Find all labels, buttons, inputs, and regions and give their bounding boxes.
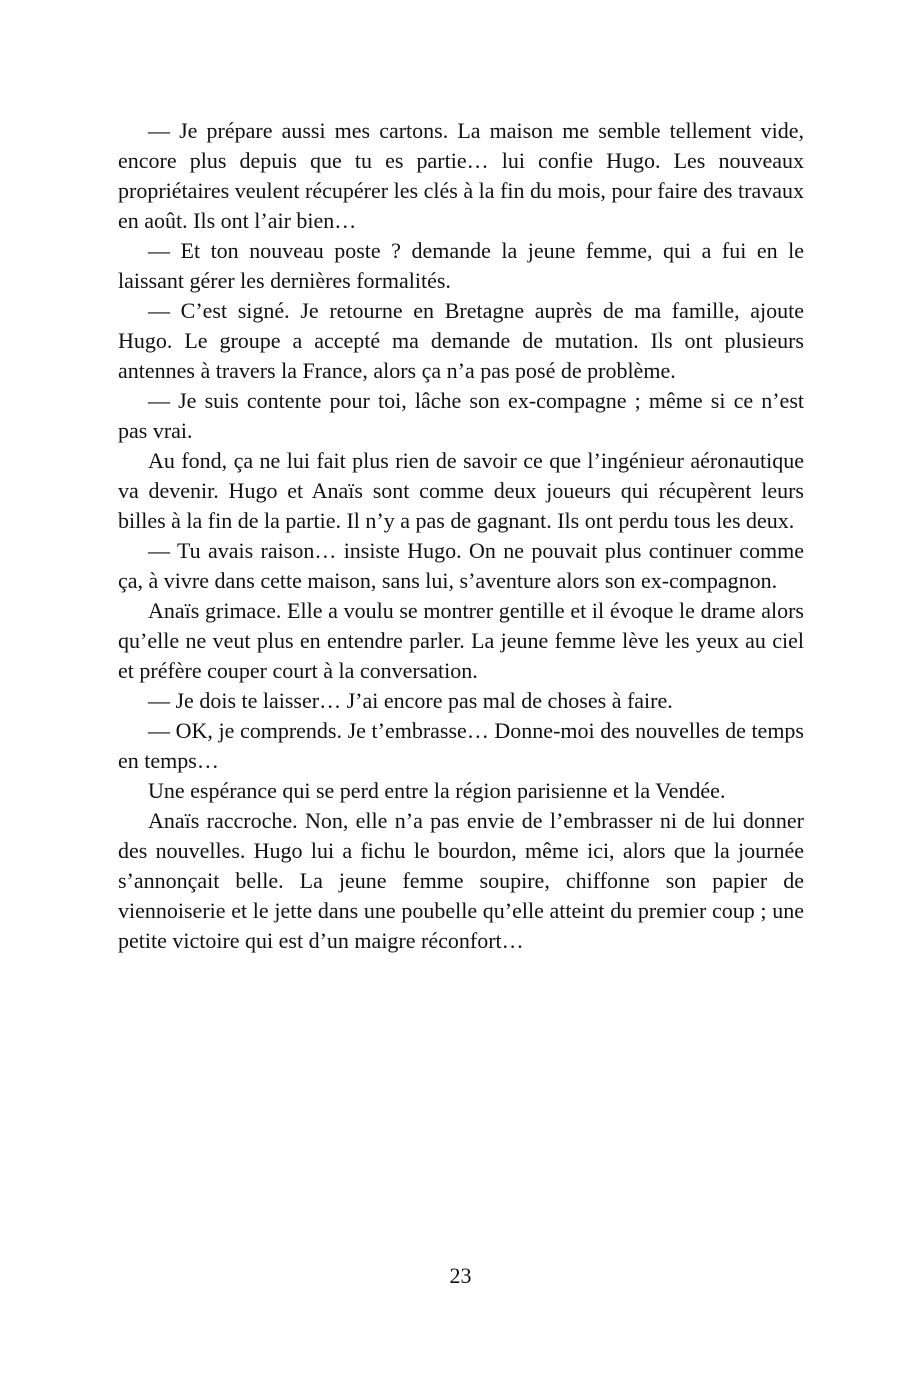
page-number: 23 [449,1263,472,1288]
paragraph: — Je dois te laisser… J’ai encore pas mal de choses à faire. [148,688,673,713]
paragraph: — Je suis contente pour toi, lâche son ex-compagne ; même si ce n’est pas vrai. [118,388,804,443]
paragraph: Anaïs grimace. Elle a voulu se montrer gentille et il évoque le drame alors qu’elle ne veut plus en entendre parler. La jeune femme lève les yeux au ciel et préfère couper court à la conversation. [118,598,804,683]
paragraph: Une espérance qui se perd entre la région parisienne et la Vendée. [148,778,726,803]
paragraph: — Et ton nouveau poste ? demande la jeune femme, qui a fui en le laissant gérer les dernières formalités. [118,238,804,293]
paragraph: Anaïs raccroche. Non, elle n’a pas envie de l’embrasser ni de lui donner des nouvelles. Hugo lui a fichu le bourdon, même ici, alors que la journée s’annonçait belle. La jeune femme soupire, chiffonne son papier de viennoiserie et le jette dans une poubelle qu’elle atteint du premier coup ; une petite victoire qui est d’un maigre réconfort… [118,808,804,953]
paragraph: — Je prépare aussi mes cartons. La maison me semble tellement vide, encore plus depuis que tu es partie… lui confie Hugo. Les nouveaux propriétaires veulent récupérer les clés à la fin du mois, pour faire des travaux en août. Ils ont l’air bien… [118,118,804,233]
body-text [118,116,804,956]
paragraph: — C’est signé. Je retourne en Bretagne auprès de ma famille, ajoute Hugo. Le groupe a accepté ma demande de mutation. Ils ont plusieurs antennes à travers la France, alors ça n’a pas posé de problème. [118,298,804,383]
paragraph: — OK, je comprends. Je t’embrasse… Donne-moi des nouvelles de temps en temps… [118,718,804,773]
paragraph: — Tu avais raison… insiste Hugo. On ne pouvait plus continuer comme ça, à vivre dans cette maison, sans lui, s’aventure alors son ex-compagnon. [118,538,804,593]
paragraph: Au fond, ça ne lui fait plus rien de savoir ce que l’ingénieur aéronautique va devenir. Hugo et Anaïs sont comme deux joueurs qui récupèrent leurs billes à la fin de la partie. Il n’y a pas de gagnant. Ils ont perdu tous les deux. [118,448,804,533]
